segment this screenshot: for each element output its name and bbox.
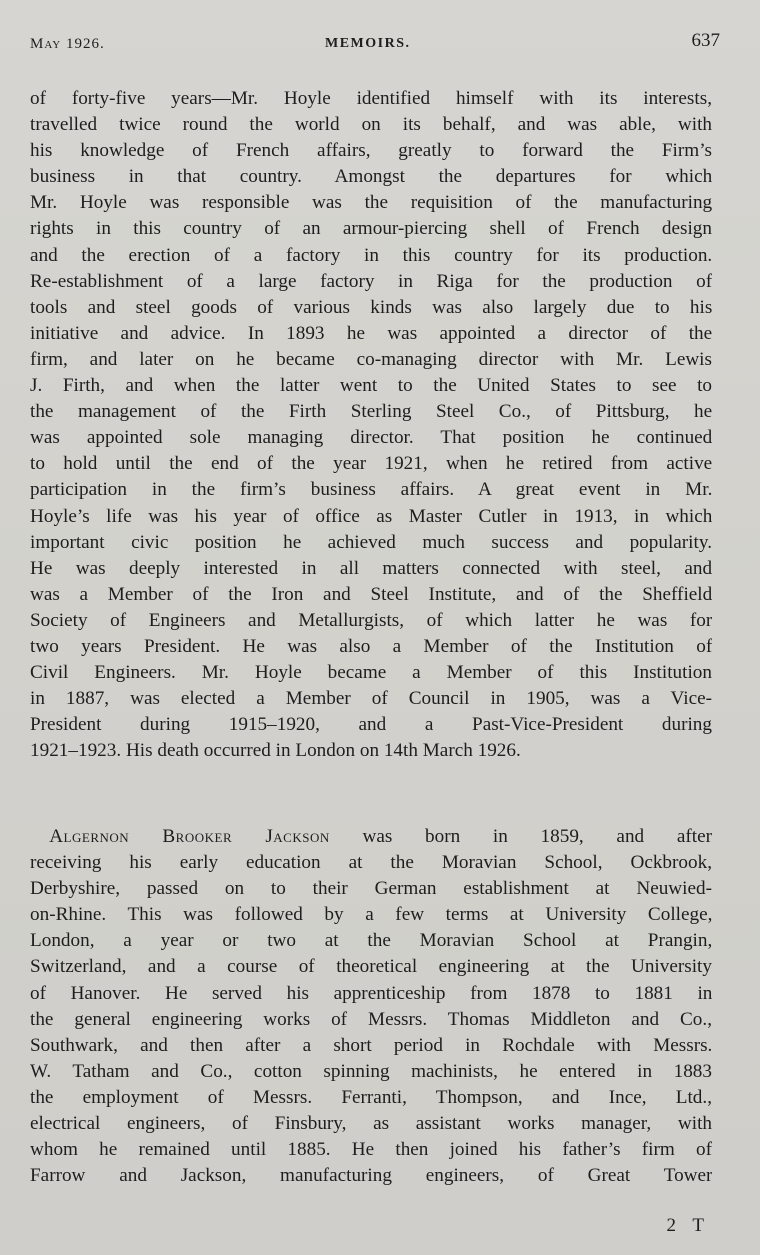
text-line: Civil Engineers. Mr. Hoyle became a Member of this Institution [30,662,712,684]
text-line: was a Member of the Iron and Steel Institute, and of the Sheffield [30,583,712,605]
text-line: participation in the firm’s business affairs. A great event in Mr. [30,479,712,501]
text-line: of Hanover. He served his apprenticeship from 1878 to 1881 in [30,982,712,1004]
text-line: Derbyshire, passed on to their German establishment at Neuwied- [30,878,712,900]
text-line: electrical engineers, of Finsbury, as assistant works manager, with [30,1113,712,1135]
text-line: receiving his early education at the Moravian School, Ockbrook, [30,852,712,874]
text-line: Farrow and Jackson, manufacturing engineers, of Great Tower [30,1165,712,1187]
text-line: on-Rhine. This was followed by a few terms at University College, [30,904,712,926]
text-line: Southwark, and then after a short period in Rochdale with Messrs. [30,1034,712,1056]
text-line-first-rest: was born in 1859, and after [362,826,712,847]
text-line: firm, and later on he became co-managing director with Mr. Lewis [30,348,712,370]
text-line: travelled twice round the world on its behalf, and was able, with [30,114,712,136]
running-head-title: MEMOIRS. [325,36,411,51]
text-line: the employment of Messrs. Ferranti, Thompson, and Ince, Ltd., [30,1086,712,1108]
text-line: He was deeply interested in all matters connected with steel, and [30,557,712,579]
page-number: 637 [691,30,720,51]
text-line: business in that country. Amongst the departures for which [30,166,712,188]
text-line: Switzerland, and a course of theoretical engineering at the University [30,956,712,978]
text-line: London, a year or two at the Moravian School at Prangin, [30,930,712,952]
text-line: of forty-five years—Mr. Hoyle identified himself with its interests, [30,88,712,109]
running-head-date: May 1926. [30,36,105,52]
text-line: Mr. Hoyle was responsible was the requisition of the manufacturing [30,192,712,214]
text-line: W. Tatham and Co., cotton spinning machinists, he entered in 1883 [30,1060,712,1082]
text-line: two years President. He was also a Member of the Institution of [30,635,712,657]
text-line: to hold until the end of the year 1921, when he retired from active [30,453,712,475]
text-line: and the erection of a factory in this country for its production. [30,244,712,266]
text-line: was appointed sole managing director. That position he continued [30,427,712,449]
text-line: Hoyle’s life was his year of office as Master Cutler in 1913, in which [30,505,712,527]
text-line: Re-establishment of a large factory in Riga for the production of [30,270,712,292]
text-line: the general engineering works of Messrs. Thomas Middleton and Co., [30,1008,712,1030]
memoir-subject-name: Algernon Brooker Jackson [49,826,330,847]
text-line: 1921–1923. His death occurred in London on 14th March 1926. [30,740,521,762]
text-line: rights in this country of an armour-piercing shell of French design [30,218,712,240]
memoir-paragraph-hoyle [30,86,712,764]
text-line: important civic position he achieved much success and popularity. [30,531,712,553]
text-line: initiative and advice. In 1893 he was appointed a director of the [30,322,712,344]
text-line: Society of Engineers and Metallurgists, of which latter he was for [30,609,712,631]
text-line: J. Firth, and when the latter went to the United States to see to [30,375,712,397]
running-head [30,30,720,60]
text-line: President during 1915–1920, and a Past-Vice-President during [30,714,712,736]
signature-mark: 2 T [666,1215,710,1236]
text-line: in 1887, was elected a Member of Council in 1905, was a Vice- [30,688,712,710]
text-line: tools and steel goods of various kinds was also largely due to his [30,296,712,318]
text-line: the management of the Firth Sterling Steel Co., of Pittsburg, he [30,401,712,423]
memoir-paragraph-jackson [30,824,712,1189]
text-line: his knowledge of French affairs, greatly to forward the Firm’s [30,140,712,162]
text-line: whom he remained until 1885. He then joined his father’s firm of [30,1139,712,1161]
text-line-first [30,824,712,850]
